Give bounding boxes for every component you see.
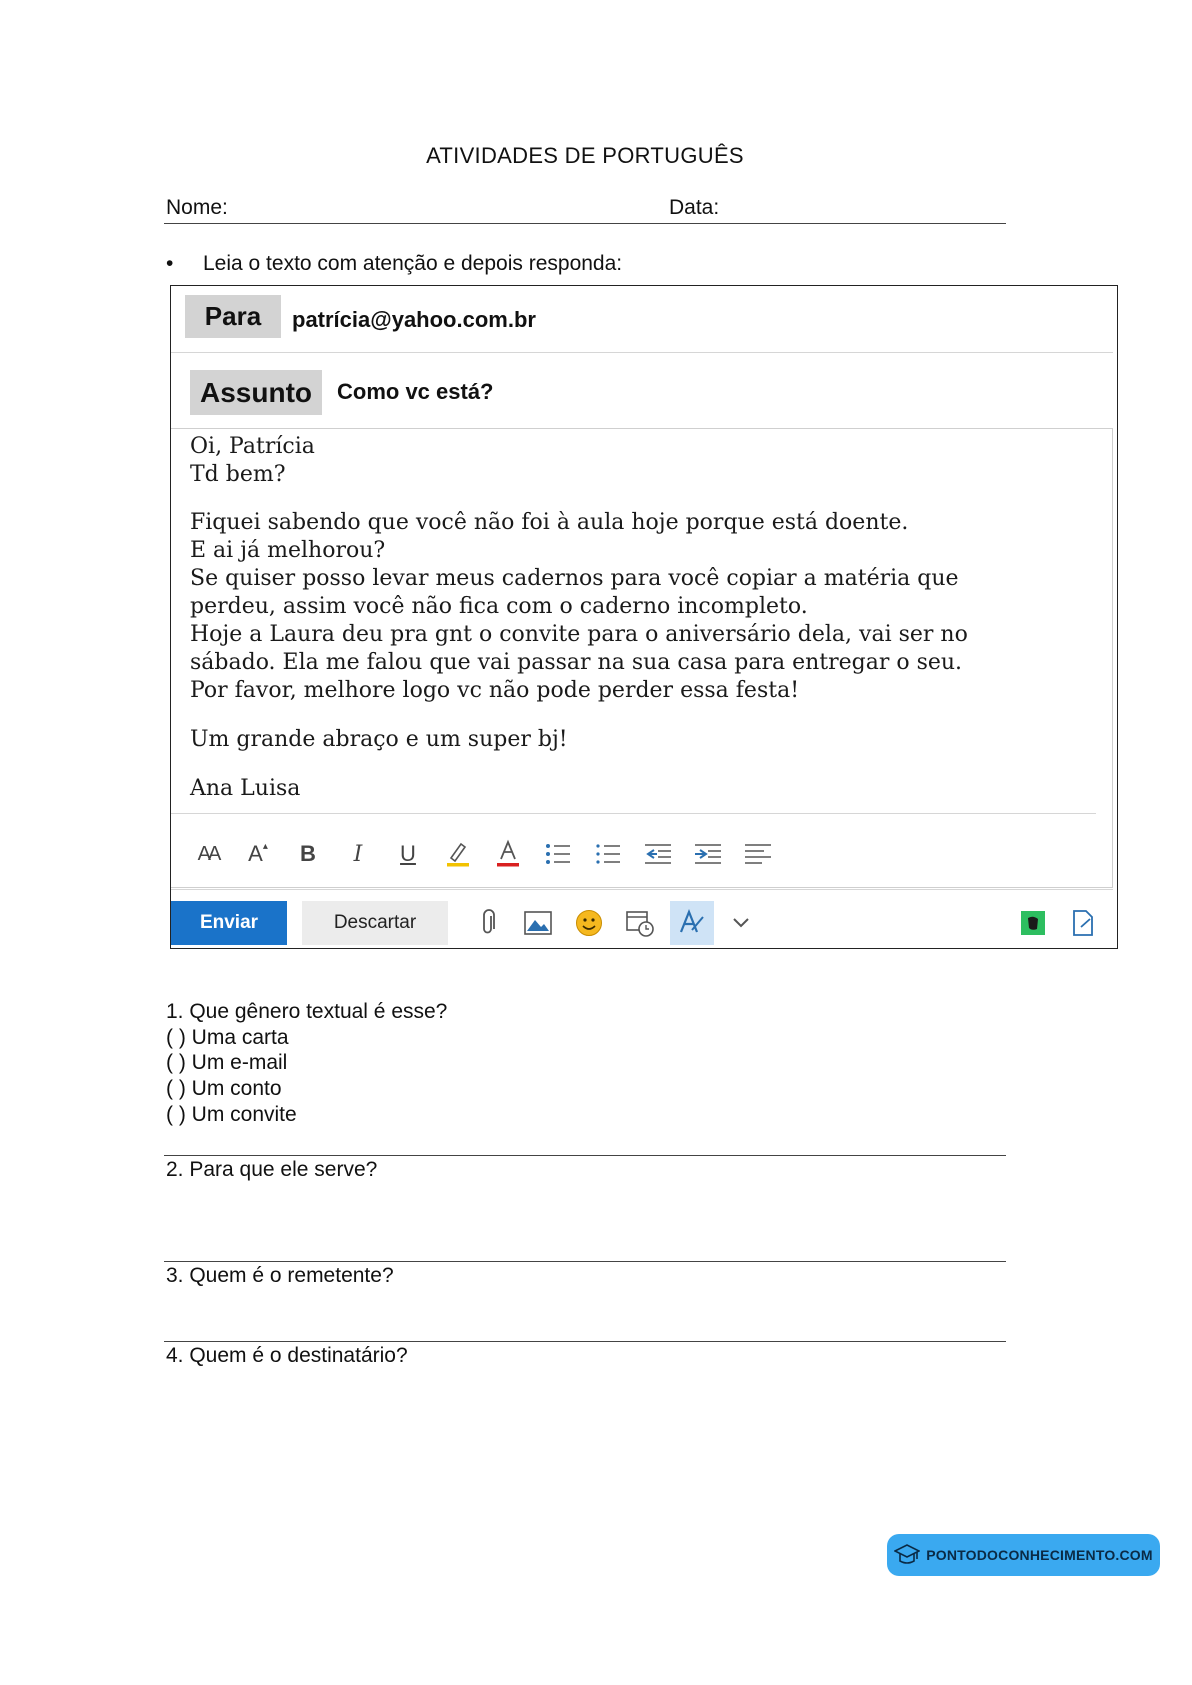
body-line: perdeu, assim você não fica com o caderno incompleto. bbox=[190, 594, 808, 619]
calendar-icon[interactable] bbox=[618, 901, 662, 945]
site-badge[interactable] bbox=[887, 1534, 1160, 1576]
decrease-indent-icon[interactable] bbox=[633, 834, 683, 874]
answer-line bbox=[164, 1341, 1006, 1342]
highlight-icon[interactable] bbox=[433, 834, 483, 874]
emoji-icon[interactable] bbox=[567, 901, 611, 945]
underline-icon[interactable]: U bbox=[400, 841, 416, 866]
answer-line bbox=[164, 1261, 1006, 1262]
email-compose-window bbox=[170, 285, 1118, 949]
body-line: Fiquei sabendo que você não foi à aula hoje porque está doente. bbox=[190, 510, 909, 535]
instruction-text: Leia o texto com atenção e depois responda: bbox=[203, 252, 623, 275]
body-line: Td bem? bbox=[190, 462, 286, 487]
question-1: 1. Que gênero textual é esse? bbox=[166, 1000, 448, 1023]
body-line: Por favor, melhore logo vc não pode perder essa festa! bbox=[190, 678, 800, 703]
bullet-marker: • bbox=[166, 252, 174, 275]
date-label: Data: bbox=[669, 196, 720, 219]
body-line: Hoje a Laura deu pra gnt o convite para o aniversário dela, vai ser no bbox=[190, 622, 968, 647]
formatting-toolbar bbox=[183, 834, 783, 874]
paperclip-icon[interactable] bbox=[466, 901, 510, 945]
name-label: Nome: bbox=[166, 196, 228, 219]
question-3: 3. Quem é o remetente? bbox=[166, 1264, 394, 1287]
signature-icon[interactable] bbox=[670, 901, 714, 945]
bold-icon[interactable]: B bbox=[300, 841, 316, 866]
send-button[interactable]: Enviar bbox=[171, 901, 287, 945]
popout-icon[interactable] bbox=[1061, 901, 1105, 945]
toolbar-divider bbox=[171, 889, 1113, 890]
worksheet-title: ATIVIDADES DE PORTUGUÊS bbox=[426, 143, 744, 168]
greeting-line: Oi, Patrícia bbox=[190, 434, 315, 459]
body-line: Se quiser posso levar meus cadernos para você copiar a matéria que bbox=[190, 566, 959, 591]
image-icon[interactable] bbox=[516, 901, 560, 945]
subject-label: Assunto bbox=[190, 370, 322, 415]
to-label: Para bbox=[185, 295, 281, 338]
body-line: sábado. Ela me falou que vai passar na sua casa para entregar o seu. bbox=[190, 650, 963, 675]
italic-icon[interactable]: I bbox=[353, 841, 363, 867]
message-body[interactable] bbox=[171, 428, 1113, 888]
option-checkbox[interactable]: ( ) Um convite bbox=[166, 1103, 297, 1126]
font-size-icon[interactable]: AA bbox=[197, 842, 219, 865]
graduation-cap-icon bbox=[894, 1543, 920, 1567]
option-checkbox[interactable]: ( ) Um e-mail bbox=[166, 1051, 288, 1074]
font-color-icon[interactable] bbox=[483, 834, 533, 874]
chevron-down-icon[interactable] bbox=[719, 901, 763, 945]
discard-button[interactable]: Descartar bbox=[302, 901, 448, 945]
grow-font-icon[interactable]: A ▴ bbox=[248, 840, 268, 866]
option-checkbox[interactable]: ( ) Um conto bbox=[166, 1077, 282, 1100]
to-field[interactable]: patrícia@yahoo.com.br bbox=[292, 307, 536, 332]
to-divider bbox=[171, 352, 1113, 353]
align-icon[interactable] bbox=[733, 834, 783, 874]
body-line: E ai já melhorou? bbox=[190, 538, 386, 563]
closing-line: Um grande abraço e um super bj! bbox=[190, 727, 568, 752]
header-divider bbox=[164, 223, 1006, 224]
increase-indent-icon[interactable] bbox=[683, 834, 733, 874]
answer-line bbox=[164, 1155, 1006, 1156]
bullet-list-icon[interactable] bbox=[533, 834, 583, 874]
badge-text: PONTODOCONHECIMENTO.COM bbox=[926, 1547, 1153, 1563]
evernote-icon[interactable] bbox=[1011, 901, 1055, 945]
body-divider bbox=[171, 813, 1096, 814]
option-checkbox[interactable]: ( ) Uma carta bbox=[166, 1026, 289, 1049]
question-2: 2. Para que ele serve? bbox=[166, 1158, 378, 1181]
numbered-list-icon[interactable] bbox=[583, 834, 633, 874]
subject-field[interactable]: Como vc está? bbox=[337, 379, 494, 404]
question-4: 4. Quem é o destinatário? bbox=[166, 1344, 408, 1367]
signature-line: Ana Luisa bbox=[190, 776, 301, 801]
